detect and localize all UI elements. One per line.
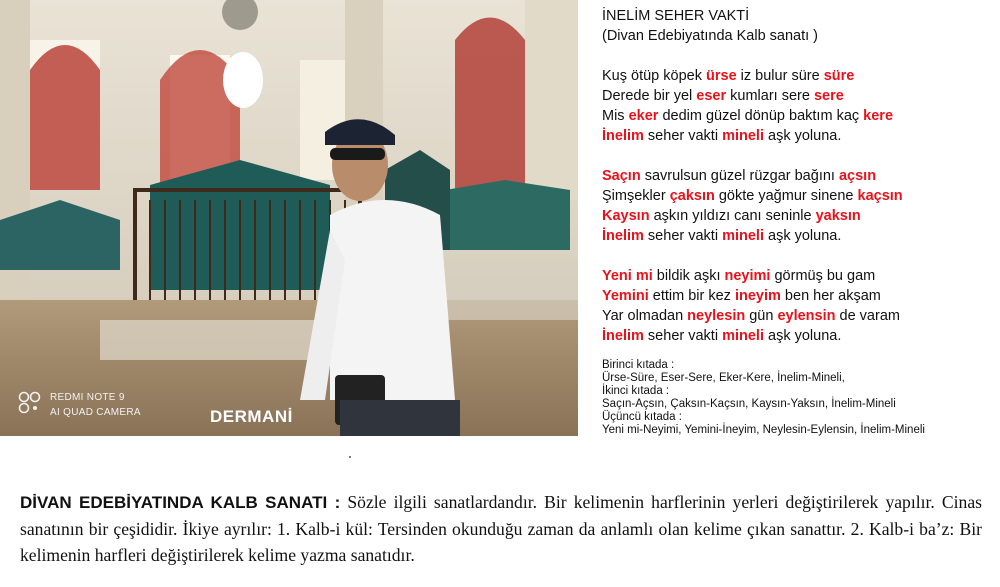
poem-subtitle: (Divan Edebiyatında Kalb sanatı ): [602, 28, 819, 44]
stray-dot: [349, 456, 351, 458]
rhyme-notes: [602, 359, 925, 437]
poem: [602, 6, 903, 346]
definition-heading: DİVAN EDEBİYATINDA KALB SANATI :: [20, 493, 341, 512]
stanza-3: [602, 266, 903, 346]
poem-line: Şimşekler çaksın gökte yağmur sinene kaçsın: [602, 188, 903, 204]
poem-line: Saçın savrulsun güzel rüzgar bağını açsın: [602, 168, 877, 184]
poem-line: Yeni mi bildik aşkı neyimi görmüş bu gam: [602, 268, 876, 284]
poem-refrain: İnelim seher vakti mineli aşk yoluna.: [602, 328, 842, 344]
photo: [0, 0, 578, 436]
poem-line: Yemini ettim bir kez ineyim ben her akşam: [602, 288, 881, 304]
photo-signature: DERMANİ: [210, 407, 293, 426]
poem-line: Kuş ötüp köpek ürse iz bulur süre süre: [602, 68, 855, 84]
note-heading: Üçüncü kıtada :: [602, 411, 682, 423]
poem-line: Yar olmadan neylesin gün eylensin de varam: [602, 308, 900, 324]
poem-line: Mis eker dedim güzel dönüp baktım kaç kere: [602, 108, 894, 124]
poem-line: Kaysın aşkın yıldızı canı seninle yaksın: [602, 208, 861, 224]
camera-label: AI QUAD CAMERA: [50, 407, 141, 418]
poem-refrain: İnelim seher vakti mineli aşk yoluna.: [602, 228, 842, 244]
camera-model: REDMI NOTE 9: [50, 392, 125, 403]
note-heading: İkinci kıtada :: [602, 385, 670, 397]
note-heading: Birinci kıtada :: [602, 359, 675, 371]
definition-body: Sözle ilgili sanatlardandır. Bir kelimenin harflerinin yerleri değiştirilerek yapılır. Cinas sanatının bir çeşididir. İkiye ayrılır: 1. Kalb-i kül: Tersinden okunduğu zaman da anlamlı olan kelime çıkan sanattır. 2. Kalb-i ba’z: Bir kelimenin harfleri değiştirilerek kelime yazma sanatıdır.: [20, 492, 982, 565]
stanza-2: [602, 166, 903, 246]
note-pairs: Ürse-Süre, Eser-Sere, Eker-Kere, İnelim-Mineli,: [602, 372, 845, 384]
poem-refrain: İnelim seher vakti mineli aşk yoluna.: [602, 128, 842, 144]
poem-line: Derede bir yel eser kumları sere sere: [602, 88, 844, 104]
camera-lens-icon: [18, 391, 42, 415]
mausoleum-photo-illustration: [0, 0, 578, 436]
stanza-1: [602, 66, 903, 146]
note-pairs: Yeni mi-Neyimi, Yemini-İneyim, Neylesin-Eylensin, İnelim-Mineli: [602, 424, 925, 436]
note-pairs: Saçın-Açsın, Çaksın-Kaçsın, Kaysın-Yaksın, İnelim-Mineli: [602, 398, 896, 410]
definition-paragraph: [20, 489, 982, 568]
poem-title: İNELİM SEHER VAKTİ: [602, 8, 750, 24]
